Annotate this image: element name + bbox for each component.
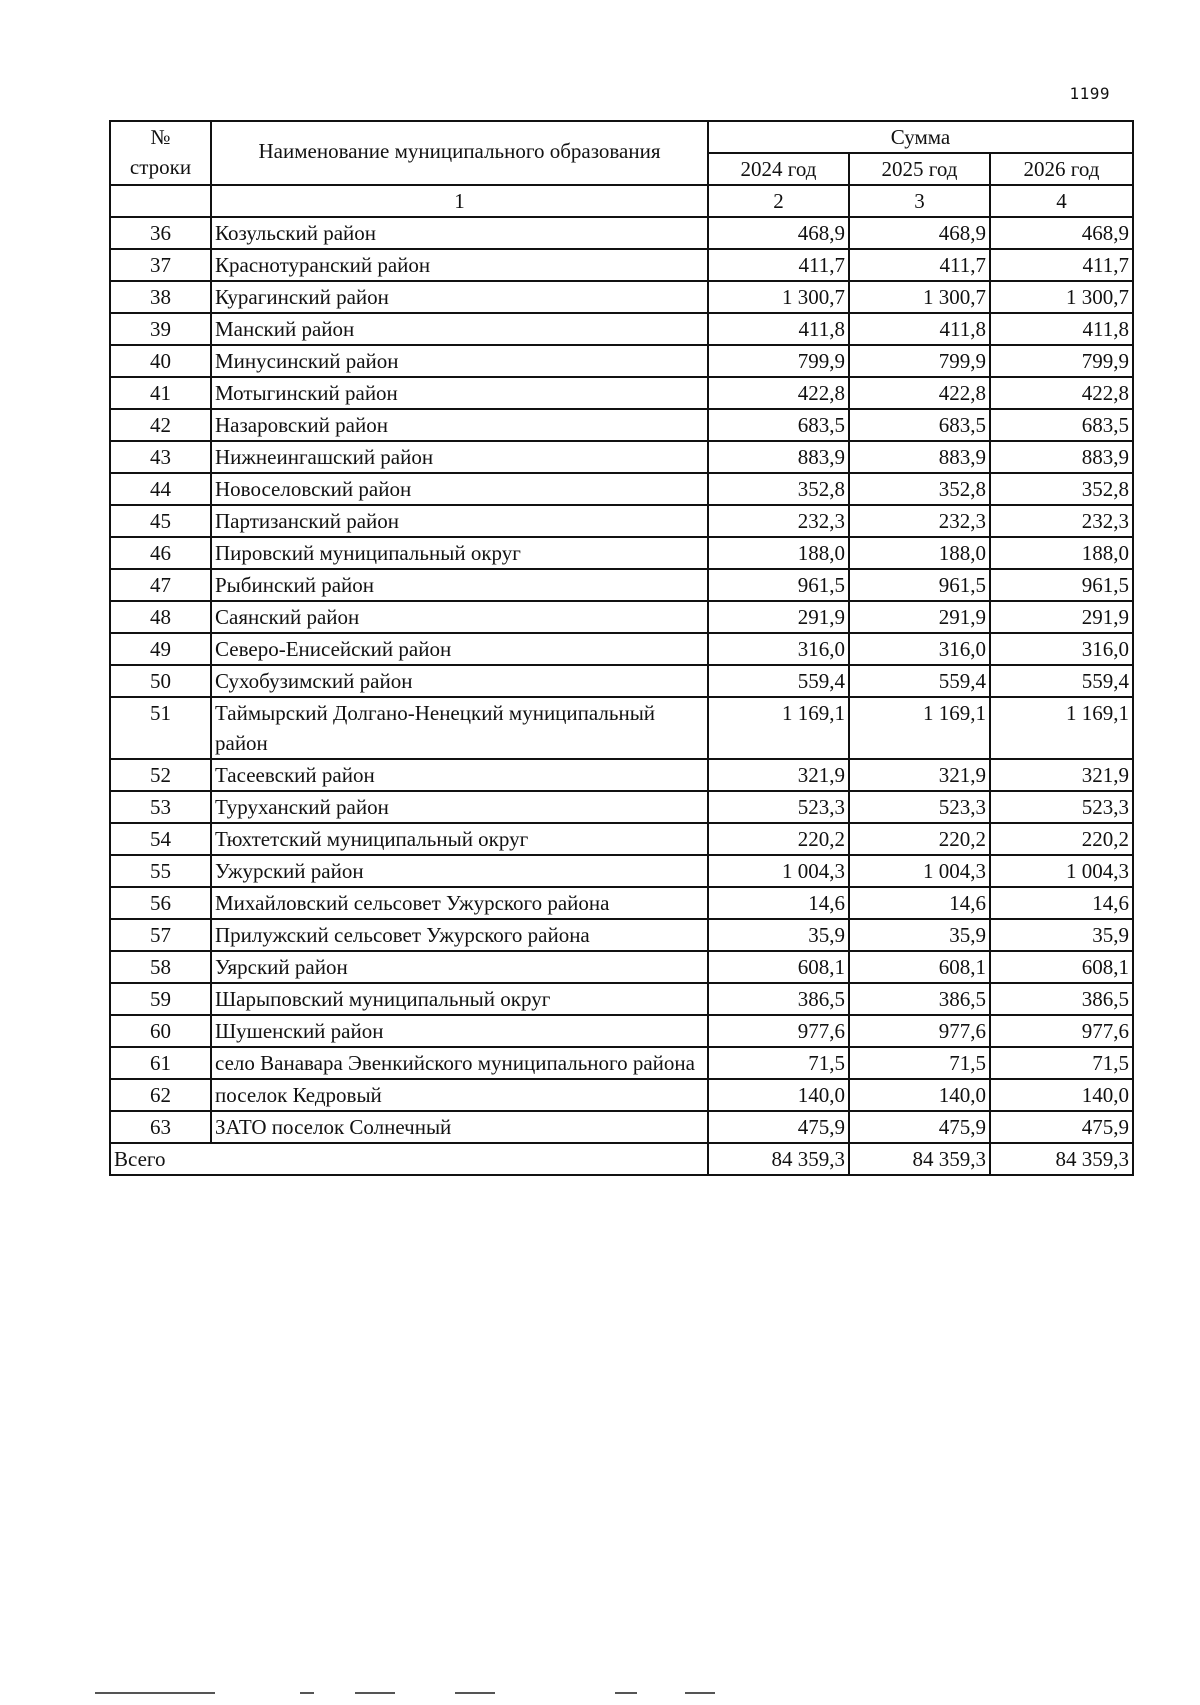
amount-2026: 422,8 [990, 377, 1133, 409]
amount-2026: 1 169,1 [990, 697, 1133, 759]
amount-2026: 220,2 [990, 823, 1133, 855]
amount-2025: 35,9 [849, 919, 990, 951]
table-row [110, 1111, 1133, 1143]
column-number-4: 4 [990, 185, 1133, 217]
row-number: 59 [110, 983, 211, 1015]
column-number-2: 2 [708, 185, 849, 217]
header-column-numbers [110, 185, 1133, 217]
amount-2026: 35,9 [990, 919, 1133, 951]
amount-2025: 140,0 [849, 1079, 990, 1111]
row-number: 63 [110, 1111, 211, 1143]
row-number: 51 [110, 697, 211, 759]
amount-2024: 386,5 [708, 983, 849, 1015]
municipality-name: Краснотуранский район [211, 249, 708, 281]
municipality-name: Михайловский сельсовет Ужурского района [211, 887, 708, 919]
row-number: 41 [110, 377, 211, 409]
amount-2026: 468,9 [990, 217, 1133, 249]
amount-2025: 291,9 [849, 601, 990, 633]
municipality-name: Рыбинский район [211, 569, 708, 601]
amount-2026: 232,3 [990, 505, 1133, 537]
column-number-1: 1 [211, 185, 708, 217]
row-number: 60 [110, 1015, 211, 1047]
table-row [110, 1015, 1133, 1047]
amount-2025: 220,2 [849, 823, 990, 855]
amount-2025: 683,5 [849, 409, 990, 441]
table-rows [110, 217, 1133, 1143]
amount-2025: 977,6 [849, 1015, 990, 1047]
amount-2025: 71,5 [849, 1047, 990, 1079]
amount-2025: 559,4 [849, 665, 990, 697]
amount-2025: 188,0 [849, 537, 990, 569]
municipality-name: Тюхтетский муниципальный округ [211, 823, 708, 855]
table-row [110, 1079, 1133, 1111]
amount-2024: 188,0 [708, 537, 849, 569]
table-row [110, 919, 1133, 951]
row-number: 44 [110, 473, 211, 505]
table-row [110, 887, 1133, 919]
amount-2025: 961,5 [849, 569, 990, 601]
row-number: 53 [110, 791, 211, 823]
table-row [110, 791, 1133, 823]
amount-2024: 291,9 [708, 601, 849, 633]
row-number: 37 [110, 249, 211, 281]
municipality-name: Тасеевский район [211, 759, 708, 791]
amount-2026: 475,9 [990, 1111, 1133, 1143]
table-row [110, 759, 1133, 791]
amount-2025: 468,9 [849, 217, 990, 249]
row-number: 39 [110, 313, 211, 345]
table-row [110, 633, 1133, 665]
header-row-top [110, 121, 1133, 153]
amount-2025: 386,5 [849, 983, 990, 1015]
municipality-name: Сухобузимский район [211, 665, 708, 697]
amount-2024: 140,0 [708, 1079, 849, 1111]
amount-2025: 523,3 [849, 791, 990, 823]
municipality-name: Козульский район [211, 217, 708, 249]
amount-2026: 411,7 [990, 249, 1133, 281]
amount-2024: 316,0 [708, 633, 849, 665]
amount-2024: 475,9 [708, 1111, 849, 1143]
amount-2025: 1 004,3 [849, 855, 990, 887]
amount-2024: 1 169,1 [708, 697, 849, 759]
amount-2025: 14,6 [849, 887, 990, 919]
amount-2026: 608,1 [990, 951, 1133, 983]
row-number: 48 [110, 601, 211, 633]
amount-2025: 1 169,1 [849, 697, 990, 759]
amount-2024: 14,6 [708, 887, 849, 919]
amount-2026: 1 004,3 [990, 855, 1133, 887]
table-row [110, 377, 1133, 409]
municipality-name: Пировский муниципальный округ [211, 537, 708, 569]
column-number-0 [110, 185, 211, 217]
table-row [110, 409, 1133, 441]
header-year-2025: 2025 год [849, 153, 990, 185]
amount-2024: 608,1 [708, 951, 849, 983]
amount-2024: 422,8 [708, 377, 849, 409]
row-number: 58 [110, 951, 211, 983]
municipality-name: Шарыповский муниципальный округ [211, 983, 708, 1015]
municipality-name: Манский район [211, 313, 708, 345]
row-number: 62 [110, 1079, 211, 1111]
amount-2025: 321,9 [849, 759, 990, 791]
amount-2024: 352,8 [708, 473, 849, 505]
amount-2026: 977,6 [990, 1015, 1133, 1047]
amount-2025: 475,9 [849, 1111, 990, 1143]
amount-2026: 411,8 [990, 313, 1133, 345]
amount-2024: 683,5 [708, 409, 849, 441]
table-row [110, 855, 1133, 887]
municipality-name: село Ванавара Эвенкийского муниципального района [211, 1047, 708, 1079]
header-row-number [110, 121, 211, 185]
column-number-3: 3 [849, 185, 990, 217]
municipality-name: Северо-Енисейский район [211, 633, 708, 665]
municipality-name: Таймырский Долгано-Ненецкий муниципальный район [211, 697, 708, 759]
amount-2026: 386,5 [990, 983, 1133, 1015]
scan-artifact-marks [95, 1692, 895, 1696]
table-row [110, 601, 1133, 633]
amount-2025: 316,0 [849, 633, 990, 665]
amount-2025: 232,3 [849, 505, 990, 537]
row-number: 43 [110, 441, 211, 473]
amount-2024: 559,4 [708, 665, 849, 697]
amount-2026: 1 300,7 [990, 281, 1133, 313]
municipality-name: Туруханский район [211, 791, 708, 823]
amount-2025: 608,1 [849, 951, 990, 983]
row-number: 47 [110, 569, 211, 601]
municipality-name: Прилужский сельсовет Ужурского района [211, 919, 708, 951]
amount-2024: 71,5 [708, 1047, 849, 1079]
row-number: 55 [110, 855, 211, 887]
table-row [110, 537, 1133, 569]
amount-2026: 316,0 [990, 633, 1133, 665]
municipality-name: Партизанский район [211, 505, 708, 537]
row-number: 56 [110, 887, 211, 919]
amount-2025: 1 300,7 [849, 281, 990, 313]
amount-2024: 799,9 [708, 345, 849, 377]
municipality-name: Шушенский район [211, 1015, 708, 1047]
municipality-name: Саянский район [211, 601, 708, 633]
amount-2025: 411,8 [849, 313, 990, 345]
amount-2024: 232,3 [708, 505, 849, 537]
row-number: 52 [110, 759, 211, 791]
page-number: 1199 [1069, 84, 1110, 103]
total-row [110, 1143, 1133, 1175]
municipality-name: Курагинский район [211, 281, 708, 313]
table-row [110, 823, 1133, 855]
row-number: 61 [110, 1047, 211, 1079]
amount-2026: 523,3 [990, 791, 1133, 823]
row-number: 57 [110, 919, 211, 951]
amount-2025: 883,9 [849, 441, 990, 473]
row-number: 50 [110, 665, 211, 697]
amount-2024: 961,5 [708, 569, 849, 601]
total-2025: 84 359,3 [849, 1143, 990, 1175]
amount-2026: 321,9 [990, 759, 1133, 791]
amount-2024: 411,8 [708, 313, 849, 345]
amount-2025: 799,9 [849, 345, 990, 377]
amount-2025: 352,8 [849, 473, 990, 505]
header-year-2026: 2026 год [990, 153, 1133, 185]
municipality-name: Ужурский район [211, 855, 708, 887]
table-row [110, 217, 1133, 249]
row-number: 46 [110, 537, 211, 569]
table-row [110, 473, 1133, 505]
total-2026: 84 359,3 [990, 1143, 1133, 1175]
amount-2024: 523,3 [708, 791, 849, 823]
amount-2024: 35,9 [708, 919, 849, 951]
municipality-name: Мотыгинский район [211, 377, 708, 409]
header-number-sign: № [150, 125, 171, 149]
municipality-name: Уярский район [211, 951, 708, 983]
table-row [110, 441, 1133, 473]
amount-2024: 1 300,7 [708, 281, 849, 313]
total-label: Всего [110, 1143, 708, 1175]
amount-2026: 799,9 [990, 345, 1133, 377]
table-row [110, 569, 1133, 601]
table-row [110, 665, 1133, 697]
amount-2026: 291,9 [990, 601, 1133, 633]
amount-2026: 140,0 [990, 1079, 1133, 1111]
table-row [110, 505, 1133, 537]
amount-2026: 683,5 [990, 409, 1133, 441]
header-municipality-name: Наименование муниципального образования [211, 121, 708, 185]
amount-2024: 220,2 [708, 823, 849, 855]
row-number: 42 [110, 409, 211, 441]
municipality-name: Минусинский район [211, 345, 708, 377]
header-year-2024: 2024 год [708, 153, 849, 185]
amount-2025: 422,8 [849, 377, 990, 409]
table-row [110, 345, 1133, 377]
amount-2024: 321,9 [708, 759, 849, 791]
row-number: 40 [110, 345, 211, 377]
amount-2025: 411,7 [849, 249, 990, 281]
amount-2026: 188,0 [990, 537, 1133, 569]
amount-2024: 468,9 [708, 217, 849, 249]
table-row [110, 697, 1133, 759]
header-sum: Сумма [708, 121, 1133, 153]
amount-2024: 1 004,3 [708, 855, 849, 887]
amount-2026: 71,5 [990, 1047, 1133, 1079]
municipality-name: Новоселовский район [211, 473, 708, 505]
table-row [110, 1047, 1133, 1079]
budget-table [109, 120, 1134, 1176]
row-number: 54 [110, 823, 211, 855]
municipality-name: Нижнеингашский район [211, 441, 708, 473]
table-row [110, 281, 1133, 313]
amount-2026: 14,6 [990, 887, 1133, 919]
amount-2026: 352,8 [990, 473, 1133, 505]
amount-2026: 883,9 [990, 441, 1133, 473]
row-number: 38 [110, 281, 211, 313]
amount-2026: 961,5 [990, 569, 1133, 601]
header-row-label: строки [129, 155, 192, 179]
amount-2024: 411,7 [708, 249, 849, 281]
municipality-name: Назаровский район [211, 409, 708, 441]
municipality-name: поселок Кедровый [211, 1079, 708, 1111]
total-2024: 84 359,3 [708, 1143, 849, 1175]
row-number: 45 [110, 505, 211, 537]
amount-2024: 977,6 [708, 1015, 849, 1047]
row-number: 36 [110, 217, 211, 249]
table-row [110, 951, 1133, 983]
row-number: 49 [110, 633, 211, 665]
table-row [110, 249, 1133, 281]
table-row [110, 313, 1133, 345]
amount-2026: 559,4 [990, 665, 1133, 697]
municipality-name: ЗАТО поселок Солнечный [211, 1111, 708, 1143]
amount-2024: 883,9 [708, 441, 849, 473]
table-row [110, 983, 1133, 1015]
